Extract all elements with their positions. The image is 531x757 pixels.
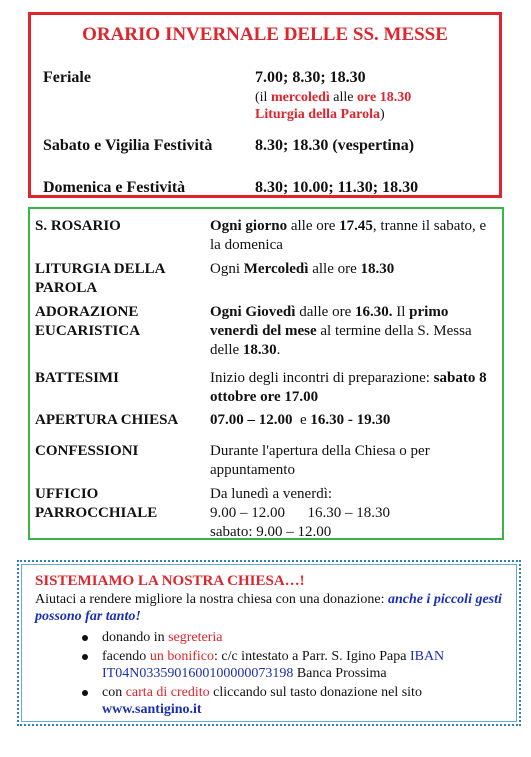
battesimi-desc: Inizio degli incontri di preparazione: sabato 8 ottobre ore 17.00 <box>210 370 487 405</box>
apertura-label: APERTURA CHIESA <box>35 412 179 428</box>
bullet-icon <box>82 635 88 641</box>
feriale-note: (il mercoledì alle ore 18.30 Liturgia della Parola) <box>255 90 412 122</box>
appeal-text: Aiutaci a rendere migliore la nostra chiesa con una donazione: anche i piccoli gesti possono far tanto! <box>35 592 502 624</box>
sunday-times: 8.30; 10.00; 11.30; 18.30 <box>255 179 419 196</box>
rosario-desc: Ogni giorno alle ore 17.45, tranne il sabato, e la domenica <box>210 218 487 253</box>
liturgia-label: LITURGIA DELLA PAROLA <box>35 261 166 296</box>
ufficio-desc: Da lunedì a venerdì: 9.00 – 12.00 16.30 – 18.30 sabato: 9.00 – 12.00 <box>210 486 390 540</box>
donation-appeal-inner-border <box>21 564 517 722</box>
confessioni-desc: Durante l'apertura della Chiesa o per appuntamento <box>210 443 430 478</box>
list-item: donando in segreteria <box>82 629 502 646</box>
adorazione-label: ADORAZIONE EUCARISTICA <box>35 304 141 339</box>
bullet-icon <box>82 690 88 696</box>
adorazione-desc: Ogni Giovedì dalle ore 16.30. Il primo venerdì del mese al termine della S. Messa delle 18.30. <box>210 304 472 358</box>
battesimi-label: BATTESIMI <box>35 370 119 386</box>
activities-box <box>28 207 504 540</box>
appeal-title: SISTEMIAMO LA NOSTRA CHIESA…! <box>35 573 305 589</box>
website-link[interactable]: www.santigino.it <box>102 702 202 717</box>
feriale-times: 7.00; 8.30; 18.30 <box>255 69 366 86</box>
donation-methods-list <box>82 629 502 720</box>
sunday-label: Domenica e Festività <box>43 179 186 196</box>
ufficio-label: UFFICIO PARROCCHIALE <box>35 486 158 521</box>
apertura-desc: 07.00 – 12.00 e 16.30 - 19.30 <box>210 412 391 428</box>
mass-schedule-title: ORARIO INVERNALE DELLE SS. MESSE <box>82 24 448 45</box>
list-item: facendo un bonifico: c/c intestato a Parr. S. Igino Papa IBAN IT04N0335901600100000073198 Banca Prossima <box>82 648 502 682</box>
saturday-times: 8.30; 18.30 (vespertina) <box>255 137 415 154</box>
donation-appeal-box <box>17 560 521 726</box>
mass-schedule-box <box>28 12 502 198</box>
confessioni-label: CONFESSIONI <box>35 443 139 459</box>
bullet-icon <box>82 654 88 660</box>
rosario-label: S. ROSARIO <box>35 218 121 234</box>
liturgia-desc: Ogni Mercoledì alle ore 18.30 <box>210 261 395 277</box>
feriale-label: Feriale <box>43 69 91 86</box>
saturday-label: Sabato e Vigilia Festività <box>43 137 213 154</box>
list-item: con carta di credito cliccando sul tasto donazione nel sito www.santigino.it <box>82 684 502 718</box>
